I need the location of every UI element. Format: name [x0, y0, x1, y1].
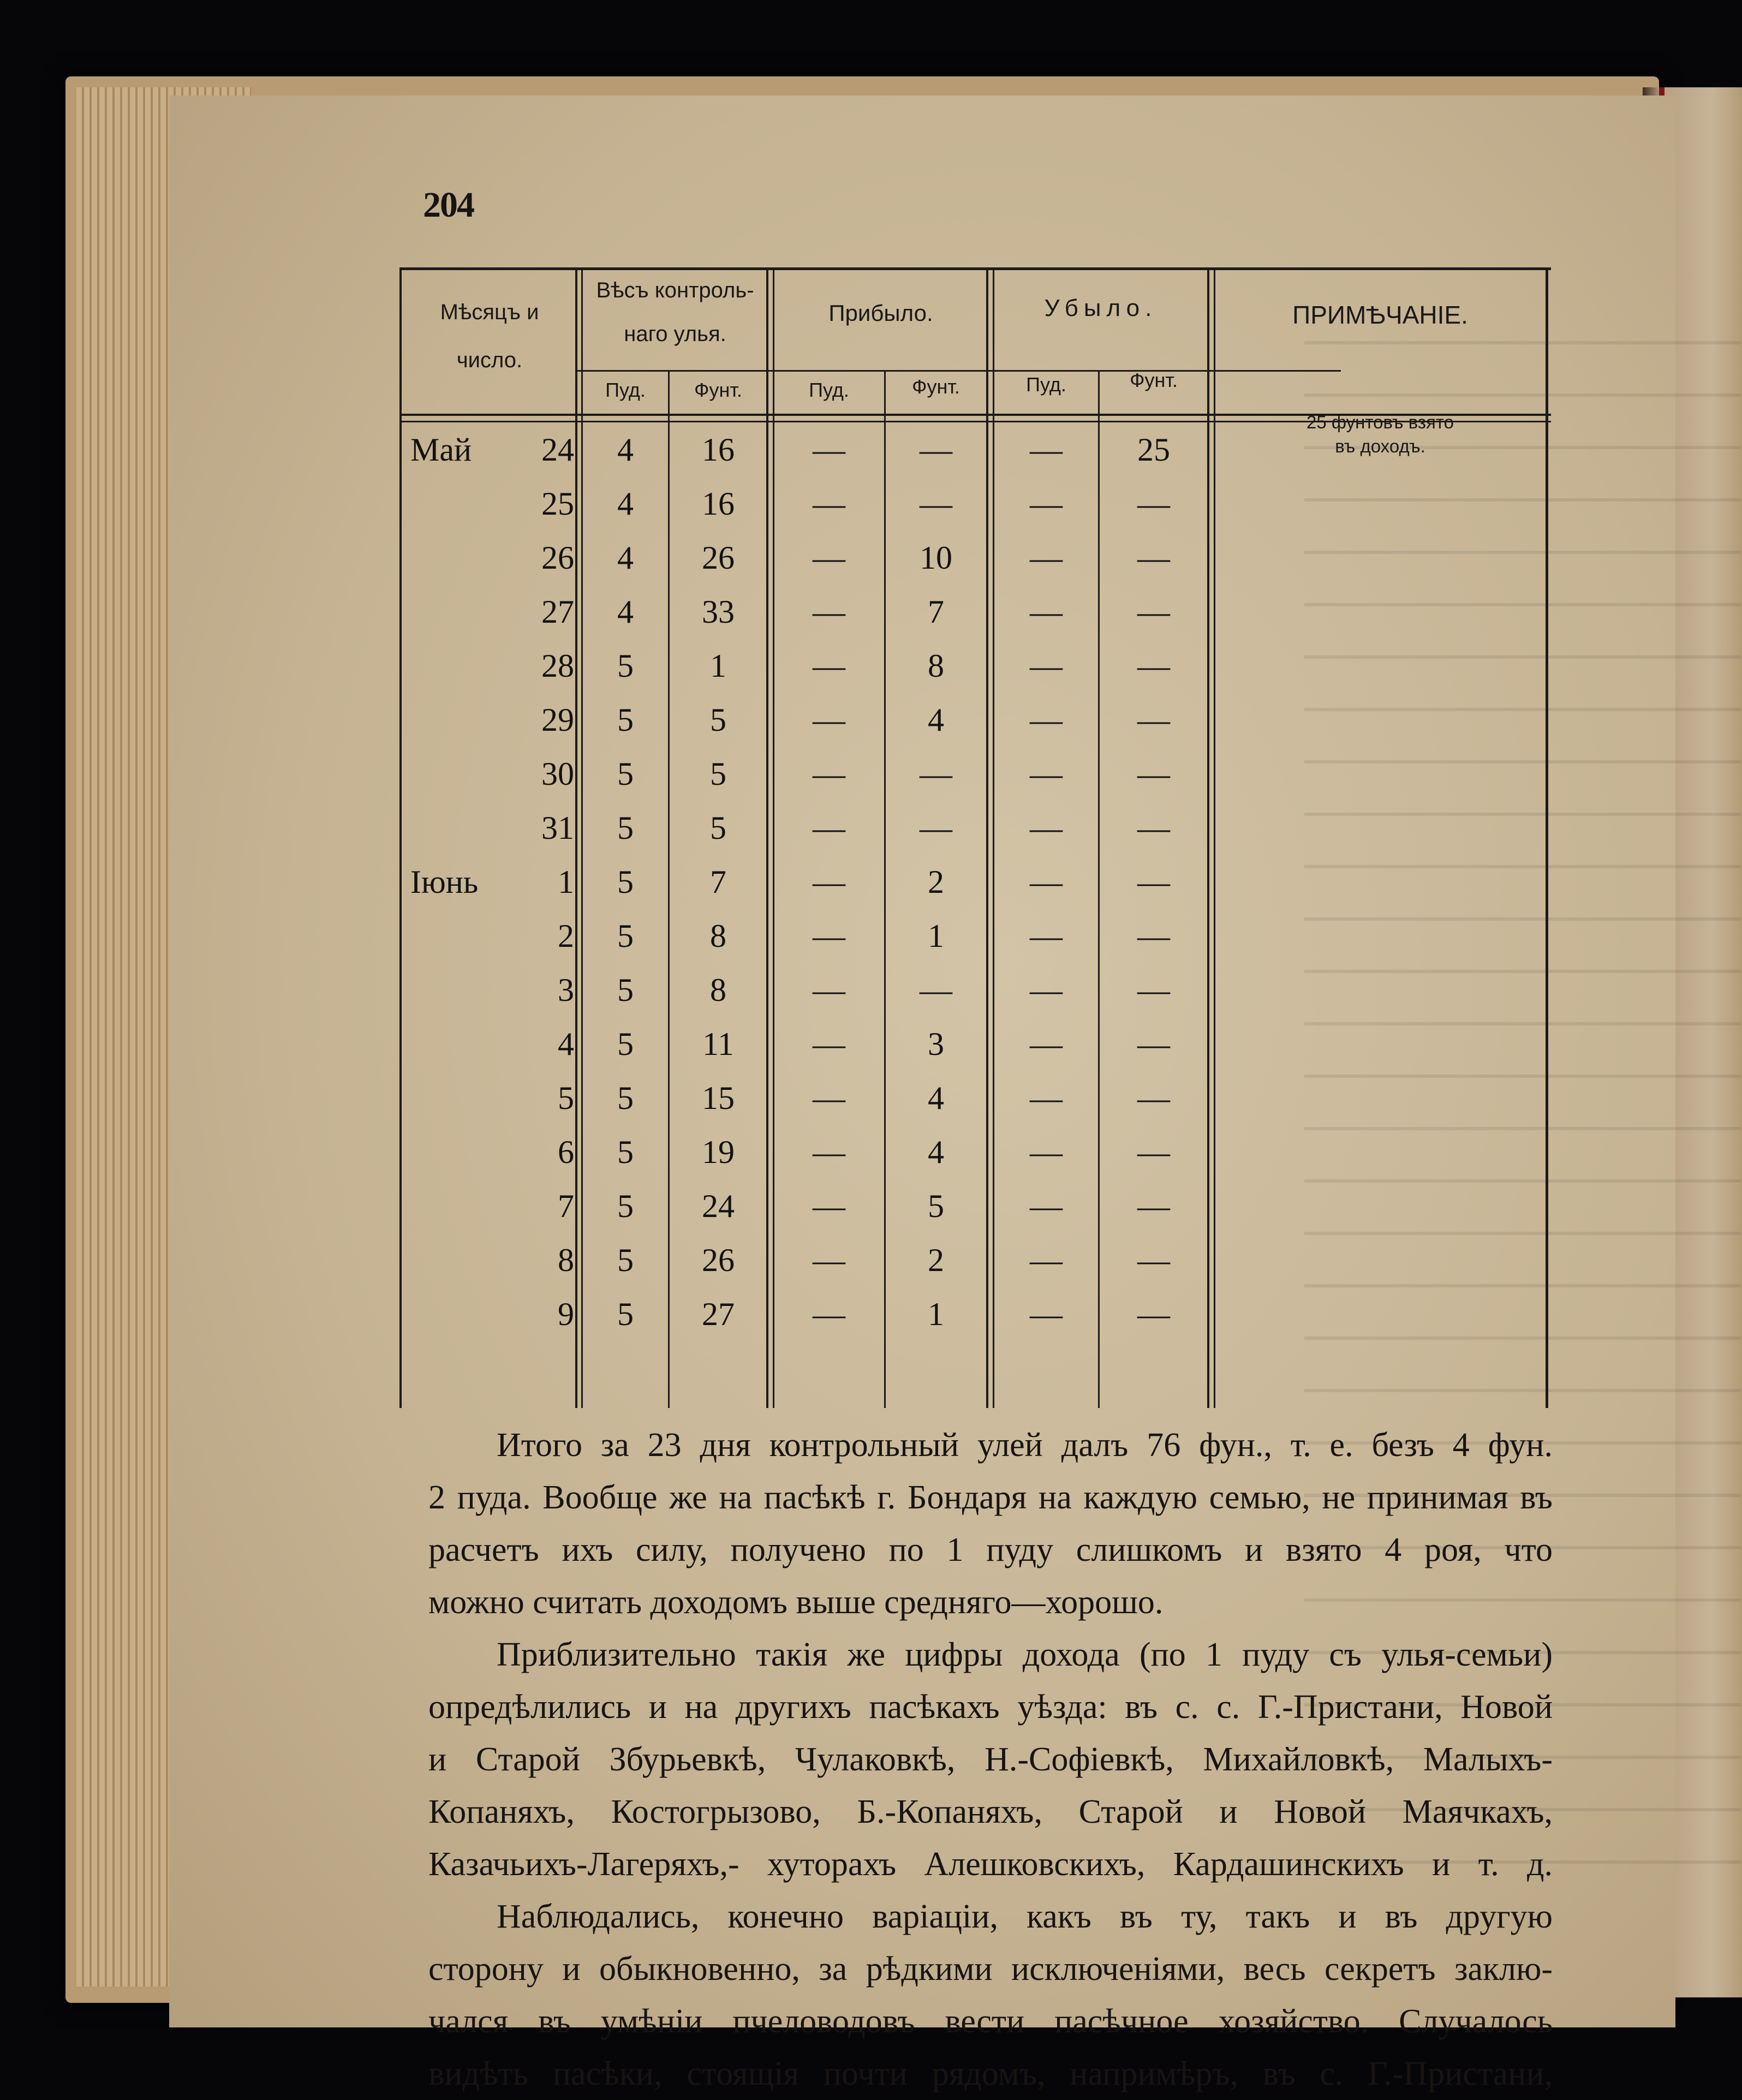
- header-loss: Убыло.: [1044, 295, 1158, 321]
- table-cell-g-funt: —: [920, 756, 952, 792]
- table-cell-day: 4: [558, 1026, 574, 1062]
- table-cell-l-funt: —: [1137, 1296, 1170, 1332]
- page-number: 204: [423, 185, 474, 225]
- table-cell-g-funt: 4: [928, 702, 944, 738]
- table-cell-w-funt: 19: [702, 1134, 735, 1170]
- table-cell-l-pud: —: [1030, 918, 1063, 954]
- table-cell-l-pud: —: [1030, 1242, 1063, 1278]
- table-cell-g-pud: —: [813, 1296, 845, 1332]
- note-line-1: 25 фунтовъ взято: [1306, 412, 1454, 432]
- paragraph-1: [428, 1419, 1553, 1471]
- table-cell-l-pud: —: [1030, 1080, 1063, 1116]
- table-cell-l-pud: —: [1030, 432, 1063, 468]
- col-rule: [1546, 267, 1548, 1408]
- table-cell-w-pud: 4: [617, 540, 634, 576]
- table-cell-month: Май: [410, 432, 472, 468]
- table-cell-w-pud: 5: [617, 1242, 634, 1278]
- table-cell-l-pud: —: [1030, 702, 1063, 738]
- table-cell-w-pud: 5: [617, 756, 634, 792]
- table-cell-l-pud: —: [1030, 1296, 1063, 1332]
- table-cell-l-funt: —: [1137, 810, 1170, 846]
- table-cell-l-funt: —: [1137, 486, 1170, 522]
- table-cell-w-pud: 4: [617, 486, 634, 522]
- table-cell-w-funt: 16: [702, 486, 735, 522]
- table-cell-l-funt: —: [1137, 1134, 1170, 1170]
- table-top-rule: [399, 267, 1551, 270]
- table-cell-l-pud: —: [1030, 1188, 1063, 1224]
- table-cell-day: 28: [541, 648, 574, 684]
- text-line: Копаняхъ, Костогрызово, Б.-Копаняхъ, Старой и Новой Маячкахъ,: [428, 1793, 1553, 1830]
- paragraph-3: [428, 1890, 1553, 1943]
- table-cell-day: 24: [541, 432, 574, 468]
- text-line: можно считать доходомъ выше средняго—хорошо.: [428, 1584, 1164, 1621]
- table-cell-l-funt: —: [1137, 1188, 1170, 1224]
- table-cell-w-funt: 8: [710, 972, 726, 1008]
- table-cell-l-funt: 25: [1137, 432, 1170, 468]
- subheader-funt: Фунт.: [1130, 369, 1178, 391]
- text-line: чался въ умѣніи пчеловодовъ вести пасѣчное хозяйство. Случалось: [428, 2003, 1553, 2040]
- table-cell-g-pud: —: [813, 918, 845, 954]
- table-cell-l-funt: —: [1137, 594, 1170, 630]
- table-cell-l-pud: —: [1030, 648, 1063, 684]
- note-text: [1215, 410, 1546, 458]
- table-cell-g-pud: —: [813, 810, 845, 846]
- col-rule: [399, 267, 402, 1408]
- text-line: и Старой Збурьевкѣ, Чулаковкѣ, Н.-Софіевкѣ, Михайловкѣ, Малыхъ-: [428, 1741, 1553, 1778]
- table-cell-g-pud: —: [813, 864, 845, 900]
- table-cell-day: 29: [541, 702, 574, 738]
- text-line: Итого за 23 дня контрольный улей далъ 76 фун., т. е. безъ 4 фун.: [497, 1427, 1553, 1464]
- table-cell-l-pud: —: [1030, 1134, 1063, 1170]
- table-cell-g-pud: —: [813, 594, 845, 630]
- table-cell-g-funt: —: [920, 972, 952, 1008]
- table-cell-day: 31: [541, 810, 574, 846]
- table-cell-w-funt: 26: [702, 540, 735, 576]
- table-cell-g-funt: 4: [928, 1080, 944, 1116]
- table-cell-w-pud: 5: [617, 918, 634, 954]
- table-cell-w-pud: 4: [617, 432, 634, 468]
- table-cell-g-pud: —: [813, 972, 845, 1008]
- table-cell-g-pud: —: [813, 1134, 845, 1170]
- table-cell-w-pud: 5: [617, 972, 634, 1008]
- subheader-pud: Пуд.: [605, 379, 646, 401]
- data-table: [399, 267, 1551, 1408]
- table-cell-g-funt: 5: [928, 1188, 944, 1224]
- table-cell-month: Іюнь: [410, 864, 479, 900]
- subheader-pud: Пуд.: [809, 379, 849, 401]
- text-line: Наблюдались, конечно варіаціи, какъ въ ту, такъ и въ другую: [497, 1898, 1553, 1935]
- table-cell-g-funt: 4: [928, 1134, 944, 1170]
- table-cell-l-pud: —: [1030, 540, 1063, 576]
- table-cell-l-pud: —: [1030, 1026, 1063, 1062]
- table-cell-w-pud: 4: [617, 594, 634, 630]
- table-cell-day: 7: [558, 1188, 574, 1224]
- table-cell-g-pud: —: [813, 432, 845, 468]
- table-cell-g-funt: —: [920, 810, 952, 846]
- table-cell-day: 3: [558, 972, 574, 1008]
- table-cell-g-pud: —: [813, 1080, 845, 1116]
- table-cell-g-pud: —: [813, 702, 845, 738]
- table-cell-w-pud: 5: [617, 1134, 634, 1170]
- table-cell-g-pud: —: [813, 1026, 845, 1062]
- table-cell-g-funt: —: [920, 486, 952, 522]
- table-cell-g-pud: —: [813, 648, 845, 684]
- table-cell-g-pud: —: [813, 1188, 845, 1224]
- col-rule: [575, 267, 577, 1408]
- text-line: Приблизительно такія же цифры дохода (по 1 пуду съ улья-семьи): [497, 1636, 1553, 1673]
- table-cell-w-pud: 5: [617, 1188, 634, 1224]
- table-cell-w-funt: 5: [710, 702, 726, 738]
- header-month-day-2: число.: [456, 348, 523, 372]
- table-cell-w-funt: 1: [710, 648, 726, 684]
- table-cell-g-funt: 10: [920, 540, 952, 576]
- table-cell-l-funt: —: [1137, 864, 1170, 900]
- table-cell-w-pud: 5: [617, 1080, 634, 1116]
- table-cell-w-funt: 7: [710, 864, 726, 900]
- table-cell-l-funt: —: [1137, 702, 1170, 738]
- table-cell-g-pud: —: [813, 486, 845, 522]
- table-cell-l-pud: —: [1030, 756, 1063, 792]
- table-cell-l-funt: —: [1137, 648, 1170, 684]
- subheader-funt: Фунт.: [694, 379, 742, 401]
- table-cell-day: 8: [558, 1242, 574, 1278]
- table-cell-g-pud: —: [813, 756, 845, 792]
- text-line: сторону и обыкновенно, за рѣдкими исключеніями, весь секретъ заклю-: [428, 1950, 1553, 1988]
- table-cell-w-pud: 5: [617, 810, 634, 846]
- table-cell-g-funt: 2: [928, 1242, 944, 1278]
- table-cell-l-pud: —: [1030, 810, 1063, 846]
- table-cell-w-funt: 5: [710, 810, 726, 846]
- table-cell-l-funt: —: [1137, 972, 1170, 1008]
- table-cell-day: 6: [558, 1134, 574, 1170]
- table-cell-l-pud: —: [1030, 594, 1063, 630]
- header-gain: Прибыло.: [828, 300, 933, 326]
- table-cell-l-funt: —: [1137, 540, 1170, 576]
- table-cell-day: 27: [541, 594, 574, 630]
- table-cell-day: 9: [558, 1296, 574, 1332]
- table-cell-day: 1: [558, 864, 574, 900]
- table-cell-g-funt: 1: [928, 1296, 944, 1332]
- table-cell-g-pud: —: [813, 1242, 845, 1278]
- table-cell-l-funt: —: [1137, 1242, 1170, 1278]
- table-cell-l-pud: —: [1030, 972, 1063, 1008]
- paragraph-2: [428, 1628, 1553, 1681]
- table-cell-w-funt: 26: [702, 1242, 735, 1278]
- table-cell-w-funt: 16: [702, 432, 735, 468]
- text-line: Казачьихъ-Лагеряхъ,- хуторахъ Алешковскихъ, Кардашинскихъ и т. д.: [428, 1846, 1553, 1883]
- table-cell-g-funt: 3: [928, 1026, 944, 1062]
- table-cell-day: 5: [558, 1080, 574, 1116]
- header-month-day-1: Мѣсяцъ и: [440, 300, 539, 324]
- table-cell-w-funt: 33: [702, 594, 735, 630]
- table-cell-l-funt: —: [1137, 1026, 1170, 1062]
- table-cell-g-funt: —: [920, 432, 952, 468]
- table-cell-l-funt: —: [1137, 918, 1170, 954]
- text-line: 2 пуда. Вообще же на пасѣкѣ г. Бондаря на каждую семью, не принимая въ: [428, 1479, 1553, 1516]
- table-cell-w-pud: 5: [617, 702, 634, 738]
- table-cell-l-funt: —: [1137, 756, 1170, 792]
- table-cell-w-funt: 15: [702, 1080, 735, 1116]
- table-cell-w-pud: 5: [617, 648, 634, 684]
- header-note: ПРИМѢЧАНІЕ.: [1292, 301, 1468, 329]
- subheader-pud: Пуд.: [1026, 373, 1066, 396]
- text-line: опредѣлились и на другихъ пасѣкахъ уѣзда: въ с. с. Г.-Пристани, Новой: [428, 1689, 1553, 1726]
- table-cell-day: 26: [541, 540, 574, 576]
- text-line: расчетъ ихъ силу, получено по 1 пуду слишкомъ и взято 4 роя, что: [428, 1531, 1553, 1568]
- header-weight-2: наго улья.: [624, 322, 726, 346]
- table-cell-g-pud: —: [813, 540, 845, 576]
- table-cell-g-funt: 7: [928, 594, 944, 630]
- text-line: видѣть пасѣки, стоящія почти рядомъ, напримѣръ, въ с. Г.-Пристани,: [428, 2055, 1553, 2092]
- table-cell-day: 25: [541, 486, 574, 522]
- table-cell-l-pud: —: [1030, 486, 1063, 522]
- table-cell-w-pud: 5: [617, 864, 634, 900]
- note-line-2: въ доходъ.: [1335, 436, 1425, 456]
- table-cell-w-funt: 24: [702, 1188, 735, 1224]
- table-cell-w-pud: 5: [617, 1026, 634, 1062]
- table-cell-w-funt: 8: [710, 918, 726, 954]
- header-weight-1: Вѣсъ контроль-: [596, 278, 754, 302]
- body-text: [428, 1419, 1553, 2100]
- table-cell-w-funt: 27: [702, 1296, 735, 1332]
- table-cell-w-funt: 11: [702, 1026, 734, 1062]
- table-cell-day: 2: [558, 918, 574, 954]
- table-cell-w-pud: 5: [617, 1296, 634, 1332]
- table-cell-g-funt: 2: [928, 864, 944, 900]
- table-cell-l-pud: —: [1030, 864, 1063, 900]
- table-cell-day: 30: [541, 756, 574, 792]
- table-cell-l-funt: —: [1137, 1080, 1170, 1116]
- subheader-rule: [577, 370, 1341, 372]
- table-cell-w-funt: 5: [710, 756, 726, 792]
- table-cell-g-funt: 1: [928, 918, 944, 954]
- subheader-funt: Фунт.: [912, 375, 960, 398]
- table-cell-g-funt: 8: [928, 648, 944, 684]
